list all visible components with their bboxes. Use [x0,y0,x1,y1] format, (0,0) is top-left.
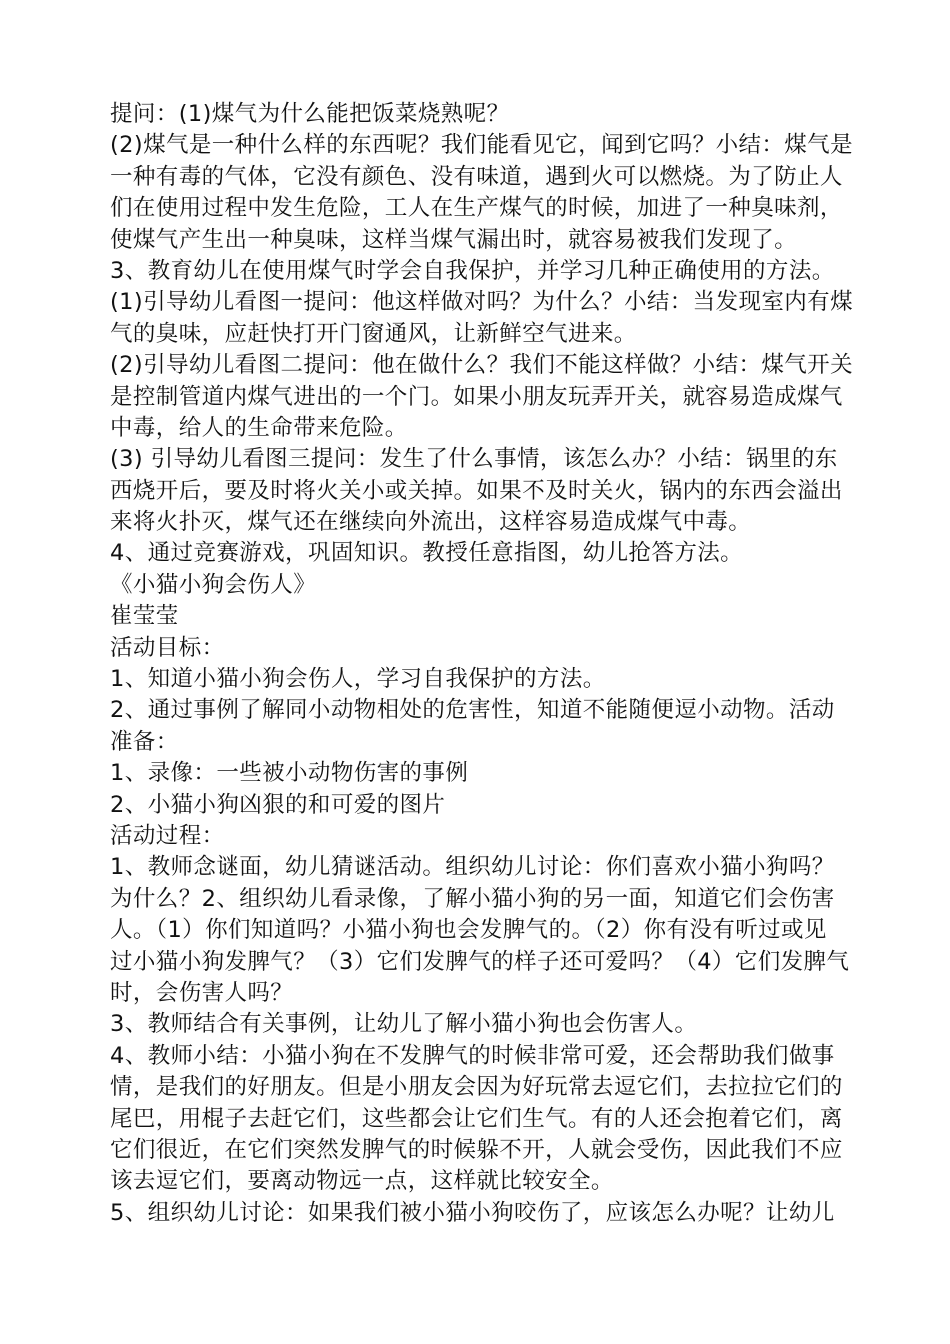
lesson-title: 《小猫小狗会伤人》 [110,571,317,598]
text-line: 人。（1）你们知道吗？小猫小狗也会发脾气的。（2）你有没有听过或见 [110,917,827,944]
author-name: 崔莹莹 [110,603,179,630]
text-line: 们在使用过程中发生危险，工人在生产煤气的时候，加进了一种臭味剂， [110,195,843,222]
text-line: (3) 引导幼儿看图三提问：发生了什么事情，该怎么办？小结：锅里的东 [110,446,838,473]
text-line: 5、组织幼儿讨论：如果我们被小猫小狗咬伤了，应该怎么办呢？让幼儿 [110,1199,835,1226]
section-heading: 活动目标： [110,634,225,661]
text-line: 准备： [110,728,179,755]
text-line: 4、教师小结：小猫小狗在不发脾气的时候非常可爱，还会帮助我们做事 [110,1042,835,1069]
text-line: 时，会伤害人吗？ [110,979,294,1006]
text-line: 3、教育幼儿在使用煤气时学会自我保护，并学习几种正确使用的方法。 [110,257,835,284]
text-line: 1、录像：一些被小动物伤害的事例 [110,760,469,787]
text-line: 气的臭味，应赶快打开门窗通风，让新鲜空气进来。 [110,320,637,347]
section-heading: 活动过程： [110,822,225,849]
text-line: 1、知道小猫小狗会伤人，学习自我保护的方法。 [110,666,606,693]
text-line: 为什么？2、组织幼儿看录像，了解小猫小狗的另一面，知道它们会伤害 [110,885,835,912]
text-line: 该去逗它们，要离动物远一点，这样就比较安全。 [110,1168,614,1195]
text-line: 1、教师念谜面，幼儿猜谜活动。组织幼儿讨论：你们喜欢小猫小狗吗？ [110,854,835,881]
document-page [110,99,870,1229]
text-line: 情，是我们的好朋友。但是小朋友会因为好玩常去逗它们，去拉拉它们的 [110,1074,843,1101]
text-line: 尾巴，用棍子去赶它们，这些都会让它们生气。有的人还会抱着它们，离 [110,1105,843,1132]
text-line: 2、通过事例了解同小动物相处的危害性，知道不能随便逗小动物。活动 [110,697,835,724]
text-line: 2、小猫小狗凶狠的和可爱的图片 [110,791,446,818]
text-line: 中毒，给人的生命带来危险。 [110,414,408,441]
text-line: (1)引导幼儿看图一提问：他这样做对吗？为什么？小结：当发现室内有煤 [110,289,853,316]
text-line: 提问：(1)煤气为什么能把饭菜烧熟呢？ [110,101,510,127]
text-line: 过小猫小狗发脾气？（3）它们发脾气的样子还可爱吗？（4）它们发脾气 [110,948,850,975]
text-line: 使煤气产生出一种臭味，这样当煤气漏出时，就容易被我们发现了。 [110,226,798,253]
text-line: 3、教师结合有关事例，让幼儿了解小猫小狗也会伤害人。 [110,1011,698,1038]
text-line: 它们很近，在它们突然发脾气的时候躲不开，人就会受伤，因此我们不应 [110,1136,843,1163]
text-line: (2)引导幼儿看图二提问：他在做什么？我们不能这样做？小结：煤气开关 [110,352,853,379]
text-line: 一种有毒的气体，它没有颜色、没有味道，遇到火可以燃烧。为了防止人 [110,163,843,190]
text-line: 是控制管道内煤气进出的一个门。如果小朋友玩弄开关，就容易造成煤气 [110,383,843,410]
text-line: 西烧开后，要及时将火关小或关掉。如果不及时关火，锅内的东西会溢出 [110,477,843,504]
text-line: (2)煤气是一种什么样的东西呢？我们能看见它，闻到它吗？小结：煤气是 [110,132,853,159]
text-line: 4、通过竞赛游戏，巩固知识。教授任意指图，幼儿抢答方法。 [110,540,744,567]
text-line: 来将火扑灭，煤气还在继续向外流出，这样容易造成煤气中毒。 [110,509,752,536]
